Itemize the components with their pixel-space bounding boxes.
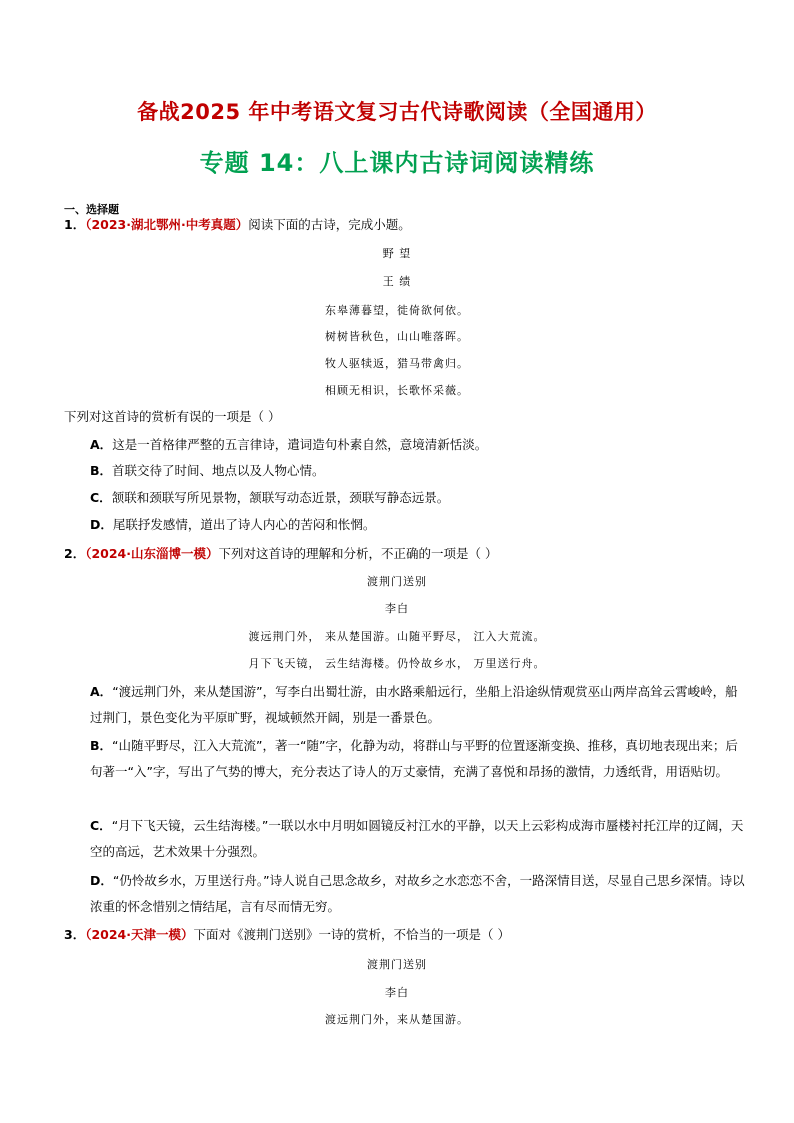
question-source: （2024·天津一模） — [85, 927, 194, 942]
option-c: C．“月下飞天镜，云生结海楼。”一联以水中月明如圆镜反衬江水的平静，以天上云彩构成海市蜃楼衬托江岸的辽阔，天空的高远，艺术效果十分强烈。 — [90, 818, 744, 859]
poem-title: 渡荆门送别 — [367, 575, 427, 588]
poem-title: 野 望 — [382, 247, 412, 260]
document-subtitle: 专题 14：八上课内古诗词阅读精练 — [199, 149, 595, 177]
option-b: B．“山随平野尽，江入大荒流”，著一“随”字，化静为动，将群山与平野的位置逐渐变换、推移，真切地表现出来；后句著一“入”字，写出了气势的博大，充分表达了诗人的万丈豪情，充满了喜悦和昂扬的激情，力透纸背，用语贴切。 — [90, 738, 738, 779]
poem-author: 李白 — [385, 986, 409, 999]
poem-line: 相顾无相识，长歌怀采薇。 — [325, 384, 469, 397]
option-b: B．首联交待了时间、地点以及人物心情。 — [90, 463, 325, 478]
poem-line: 月下飞天镜， 云生结海楼。仍怜故乡水， 万里送行舟。 — [248, 657, 546, 670]
question-number: 2． — [64, 546, 86, 561]
section-heading: 一、选择题 — [64, 203, 119, 216]
poem-line: 东皋薄暮望，徙倚欲何依。 — [325, 304, 469, 317]
question-1-prompt: 下列对这首诗的赏析有误的一项是（ ） — [64, 409, 281, 424]
poem-line: 树树皆秋色，山山唯落晖。 — [325, 330, 469, 343]
question-text: 阅读下面的古诗，完成小题。 — [248, 217, 411, 232]
question-text: 下列对这首诗的理解和分析，不正确的一项是（ ） — [218, 546, 498, 561]
question-source: （2023·湖北鄂州·中考真题） — [85, 217, 249, 232]
poem-line: 渡远荆门外，来从楚国游。 — [325, 1013, 469, 1026]
poem-line: 渡远荆门外， 来从楚国游。山随平野尽， 江入大荒流。 — [248, 630, 546, 643]
option-d: D．“仍怜故乡水，万里送行舟。”诗人说自己思念故乡，对故乡之水恋恋不舍，一路深情目送，尽显自己思乡深情。诗以浓重的怀念惜别之情结尾，言有尽而情无穷。 — [90, 873, 745, 914]
question-text: 下面对《渡荆门送别》一诗的赏析，不恰当的一项是（ ） — [193, 927, 510, 942]
poem-author: 李白 — [385, 602, 409, 615]
poem-author: 王 绩 — [382, 275, 412, 288]
poem-line: 牧人驱犊返，猎马带禽归。 — [325, 357, 469, 370]
option-c: C．颔联和颈联写所见景物，颔联写动态近景，颈联写静态远景。 — [90, 490, 450, 505]
poem-title: 渡荆门送别 — [367, 958, 427, 971]
document-title: 备战2025 年中考语文复习古代诗歌阅读（全国通用） — [137, 100, 657, 124]
question-number: 3． — [64, 927, 86, 942]
question-number: 1． — [64, 217, 86, 232]
question-source: （2024·山东淄博一模） — [85, 546, 219, 561]
option-a: A．这是一首格律严整的五言律诗，遣词造句朴素自然，意境清新恬淡。 — [90, 437, 488, 452]
question-3-stem — [64, 926, 744, 944]
option-d: D．尾联抒发感情，道出了诗人内心的苦闷和怅惘。 — [90, 517, 376, 532]
question-1-stem — [64, 216, 744, 234]
question-2-stem — [64, 545, 744, 563]
option-a: A．“渡远荆门外，来从楚国游”，写李白出蜀壮游，由水路乘船远行，坐船上沿途纵情观赏巫山两岸高耸云霄峻岭，船过荆门，景色变化为平原旷野，视域顿然开阔，别是一番景色。 — [90, 684, 738, 725]
